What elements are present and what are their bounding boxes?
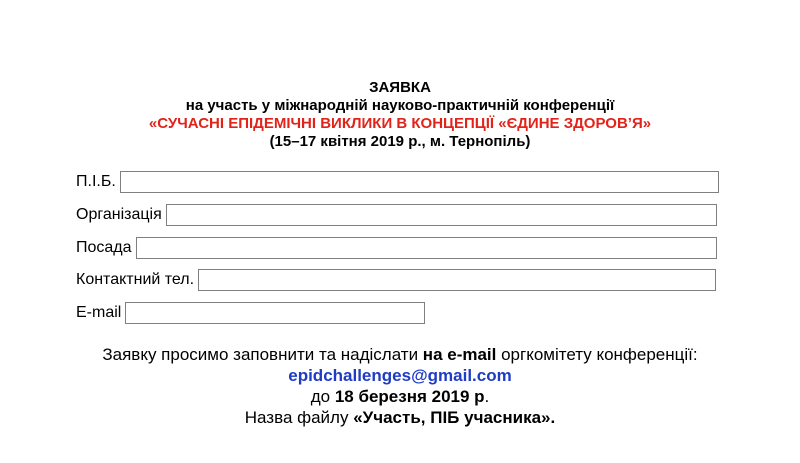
phone-label: Контактний тел. — [76, 271, 195, 288]
deadline-prefix: до — [310, 387, 335, 406]
form-row-name — [76, 171, 719, 193]
deadline-suffix: . — [484, 387, 490, 406]
form-row-email — [76, 302, 425, 324]
application-header — [0, 79, 800, 151]
position-input[interactable] — [136, 237, 717, 259]
instructions-line-1 — [0, 344, 800, 365]
conference-name: «СУЧАСНІ ЕПІДЕМІЧНІ ВИКЛИКИ В КОНЦЕПЦІЇ «ЄДИНЕ ЗДОРОВ’Я» — [148, 115, 652, 132]
deadline-line — [0, 386, 800, 407]
filename-prefix: Назва файлу — [244, 408, 354, 427]
filename-value: «Участь, ПІБ учасника». — [353, 408, 556, 427]
position-label: Посада — [76, 239, 132, 256]
organization-label: Організація — [76, 206, 162, 223]
deadline-date: 18 березня 2019 р — [334, 387, 485, 406]
instructions-text: Заявку просимо заповнити та надіслати — [102, 345, 423, 364]
header-title: ЗАЯВКА — [369, 79, 431, 96]
form-row-phone — [76, 269, 716, 291]
conference-dates-location: (15–17 квітня 2019 р., м. Тернопіль) — [269, 133, 531, 150]
organization-input[interactable] — [166, 204, 717, 226]
name-input[interactable] — [120, 171, 719, 193]
filename-line — [0, 407, 800, 428]
instructions-emphasis: на e-mail — [422, 345, 497, 364]
email-label: E-mail — [76, 304, 122, 321]
contact-email-link[interactable]: epidchallenges@gmail.com — [288, 366, 512, 385]
email-input[interactable] — [125, 302, 425, 324]
name-label: П.І.Б. — [76, 173, 116, 190]
form-row-organization — [76, 204, 717, 226]
phone-input[interactable] — [198, 269, 716, 291]
form-row-position — [76, 237, 717, 259]
instructions-text-end: оргкомітету конференції: — [496, 345, 698, 364]
submission-instructions — [0, 344, 800, 428]
header-subtitle: на участь у міжнародній науково-практичній конференції — [185, 97, 615, 114]
